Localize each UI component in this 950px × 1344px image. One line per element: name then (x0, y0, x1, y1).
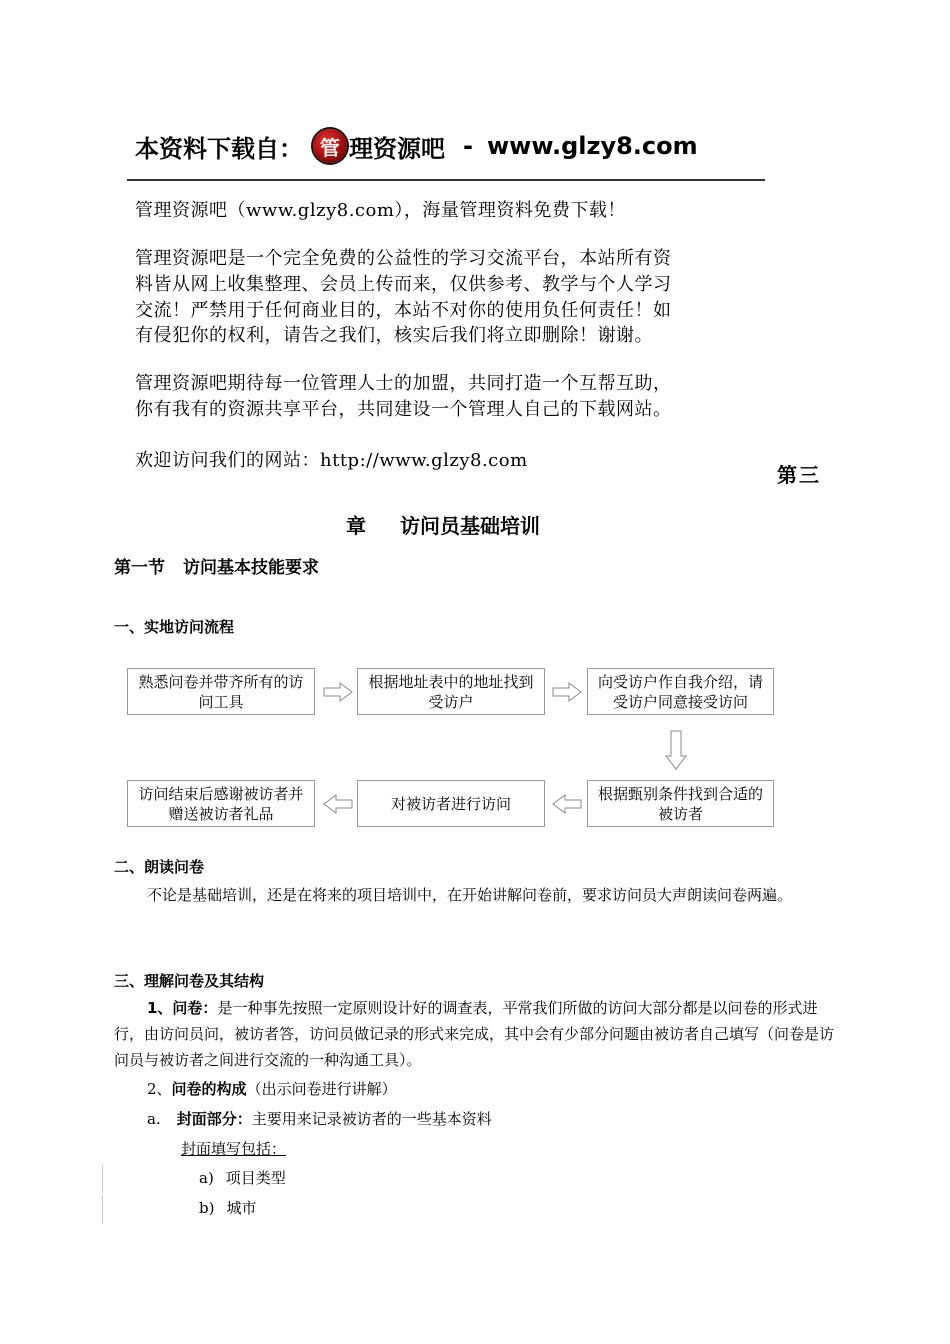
part3-item1 (114, 995, 838, 1073)
cover-fill-label: 封面填写包括： (181, 1140, 287, 1158)
section-title-text: 访问基本技能要求 (183, 558, 319, 578)
cover-item-marker: b) (199, 1199, 215, 1217)
part1-heading: 一、实地访问流程 (114, 618, 235, 636)
item2-number: 2、 (147, 1080, 172, 1098)
cover-item-text: 城市 (226, 1199, 257, 1217)
right-arrow-icon (323, 682, 353, 702)
cover-item (199, 1165, 286, 1191)
down-arrow-icon (665, 730, 687, 770)
right-arrow-icon (552, 682, 582, 702)
cover-item-text: 项目类型 (225, 1169, 286, 1187)
part2-heading: 二、朗读问卷 (114, 858, 205, 876)
part3-heading: 三、理解问卷及其结构 (114, 972, 265, 990)
left-arrow-icon (552, 794, 582, 814)
flow-step-1: 熟悉问卷并带齐所有的访问工具 (127, 668, 315, 715)
item2-label: 问卷的构成 (171, 1080, 247, 1098)
part2-paragraph: 不论是基础培训，还是在将来的项目培训中，在开始讲解问卷前，要求访问员大声朗读问卷两遍。 (147, 886, 793, 904)
sub-a-marker: a. (147, 1110, 161, 1128)
banner-title-prefix: 本资料下载自： (135, 134, 303, 163)
banner-line: 有侵犯你的权利，请告之我们，核实后我们将立即删除！谢谢。 (135, 325, 653, 346)
banner-title (135, 126, 698, 166)
banner-site-name: 理资源吧 (349, 134, 445, 163)
banner-divider (127, 179, 765, 181)
margin-change-bar (102, 1195, 103, 1223)
part3-item2 (147, 1076, 397, 1102)
banner-line: 你有我有的资源共享平台，共同建设一个管理人自己的下载网站。 (135, 399, 672, 420)
banner-website-line[interactable]: 欢迎访问我们的网站：http://www.glzy8.com (135, 450, 528, 471)
section-title (114, 553, 319, 578)
cover-item (199, 1195, 256, 1221)
cover-item-marker: a) (199, 1169, 214, 1187)
banner-line: 管理资源吧期待每一位管理人士的加盟，共同打造一个互帮互助， (135, 373, 672, 394)
banner-line: 管理资源吧（www.glzy8.com），海量管理资料免费下载！ (135, 200, 626, 221)
item2-note: （出示问卷进行讲解） (246, 1080, 397, 1098)
chapter-title-char: 章 (346, 514, 366, 538)
section-label: 第一节 (114, 558, 165, 578)
chapter-number: 第三 (777, 463, 821, 487)
banner-line: 料皆从网上收集整理、会员上传而来，仅供参考、教学与个人学习 (135, 274, 672, 295)
banner-line: 管理资源吧是一个完全免费的公益性的学习交流平台，本站所有资 (135, 248, 672, 269)
left-arrow-icon (323, 794, 353, 814)
flow-step-5: 对被访者进行访问 (357, 780, 545, 827)
flow-step-6: 访问结束后感谢被访者并赠送被访者礼品 (127, 780, 315, 827)
banner-logo: 管 (313, 129, 347, 163)
item1-label: 1、问卷： (147, 999, 218, 1017)
flow-step-3: 向受访户作自我介绍，请受访户同意接受访问 (587, 668, 774, 715)
chapter-title (346, 510, 540, 539)
banner-line: 交流！严禁用于任何商业目的，本站不对你的使用负任何责任！如 (135, 300, 672, 321)
sub-a-text: 主要用来记录被访者的一些基本资料 (251, 1110, 492, 1128)
chapter-title-text: 访问员基础培训 (400, 514, 540, 538)
sub-a-label: 封面部分： (176, 1110, 252, 1128)
flow-step-4: 根据甄别条件找到合适的被访者 (587, 780, 774, 827)
banner-dash: - (463, 132, 473, 160)
sub-item-a (147, 1106, 492, 1132)
flow-step-2: 根据地址表中的地址找到受访户 (357, 668, 545, 715)
item1-text: 是一种事先按照一定原则设计好的调查表，平常我们所做的访问大部分都是以问卷的形式进行，由访问员问，被访者答，访问员做记录的形式来完成，其中会有少部分问题由被访者自己填写（问卷是访问员与被访者之间进行交流的一种沟通工具）。 (114, 999, 835, 1069)
margin-change-bar (102, 1165, 103, 1193)
banner-url[interactable]: www.glzy8.com (486, 132, 698, 160)
